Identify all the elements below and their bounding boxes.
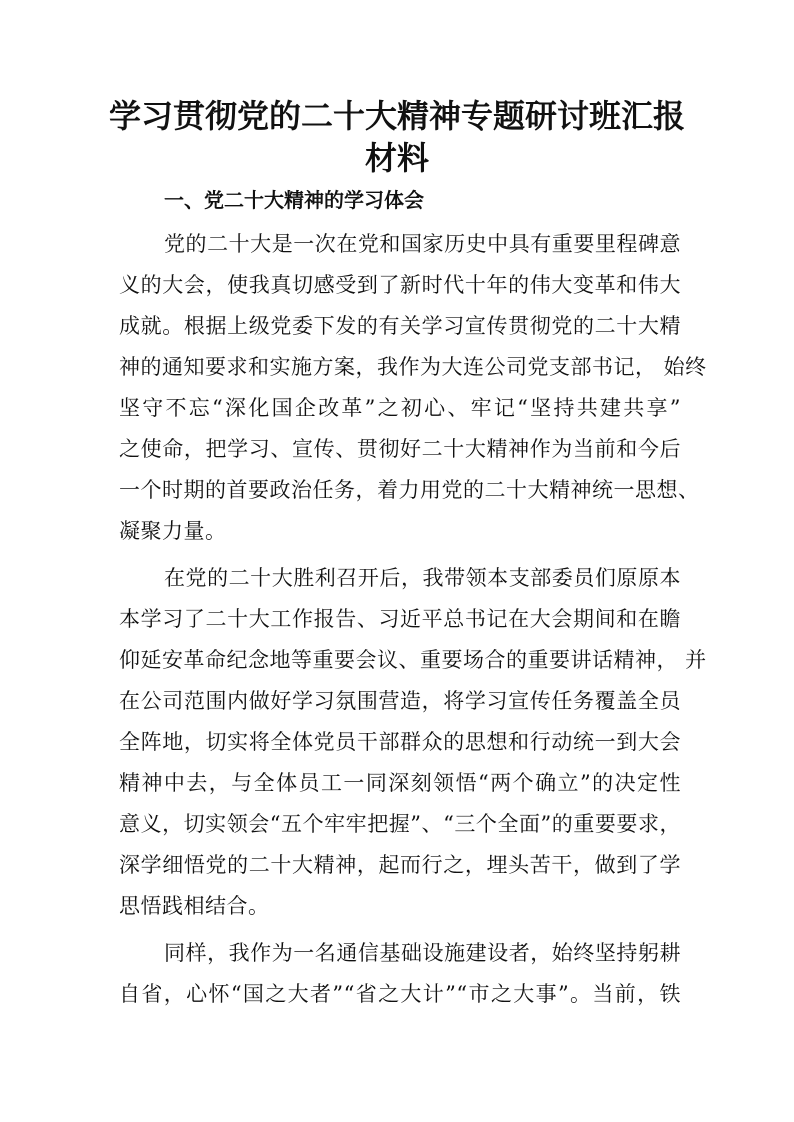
paragraph-line: 思悟践相结合。 [119,894,270,918]
paragraph-line: 成就。根据上级党委下发的有关学习宣传贯彻党的二十大精 [119,314,681,338]
paragraph-line: 在公司范围内做好学习氛围营造，将学习宣传任务覆盖全员 [119,689,681,713]
paragraph-line: 神的通知要求和实施方案，我作为大连公司党支部书记， 始终 [119,355,707,379]
paragraph-line: 一个时期的首要政治任务，着力用党的二十大精神统一思想、 [119,478,700,502]
paragraph-line: 坚守不忘“深化国企改革”之初心、牢记“坚持共建共享” [119,396,681,420]
document-title-line-2: 材料 [364,139,429,177]
paragraph-line: 义的大会，使我真切感受到了新时代十年的伟大变革和伟大 [119,273,681,297]
paragraph-line: 本学习了二十大工作报告、习近平总书记在大会期间和在瞻 [119,607,681,631]
paragraph-line: 仰延安革命纪念地等重要会议、重要场合的重要讲话精神， 并 [119,648,707,672]
paragraph-line: 同样，我作为一名通信基础设施建设者，始终坚持躬耕 [164,941,681,965]
paragraph-line: 之使命，把学习、宣传、贯彻好二十大精神作为当前和今后 [119,437,681,461]
paragraph-line: 凝聚力量。 [119,519,227,543]
paragraph-line: 意义，切实领会“五个牢牢把握”、“三个全面”的重要要求， [119,812,681,836]
paragraph-line: 自省，心怀“国之大者”“省之大计”“市之大事”。当前，铁 [119,982,681,1006]
paragraph-line: 在党的二十大胜利召开后，我带领本支部委员们原原本 [164,566,681,590]
paragraph-line: 精神中去，与全体员工一同深刻领悟“两个确立”的决定性 [119,771,681,795]
document-title-line-1: 学习贯彻党的二十大精神专题研讨班汇报 [108,97,685,135]
section-heading: 一、党二十大精神的学习体会 [164,188,424,212]
paragraph-line: 深学细悟党的二十大精神，起而行之，埋头苦干，做到了学 [119,853,681,877]
paragraph-line: 全阵地，切实将全体党员干部群众的思想和行动统一到大会 [119,730,681,754]
paragraph-line: 党的二十大是一次在党和国家历史中具有重要里程碑意 [164,232,681,256]
